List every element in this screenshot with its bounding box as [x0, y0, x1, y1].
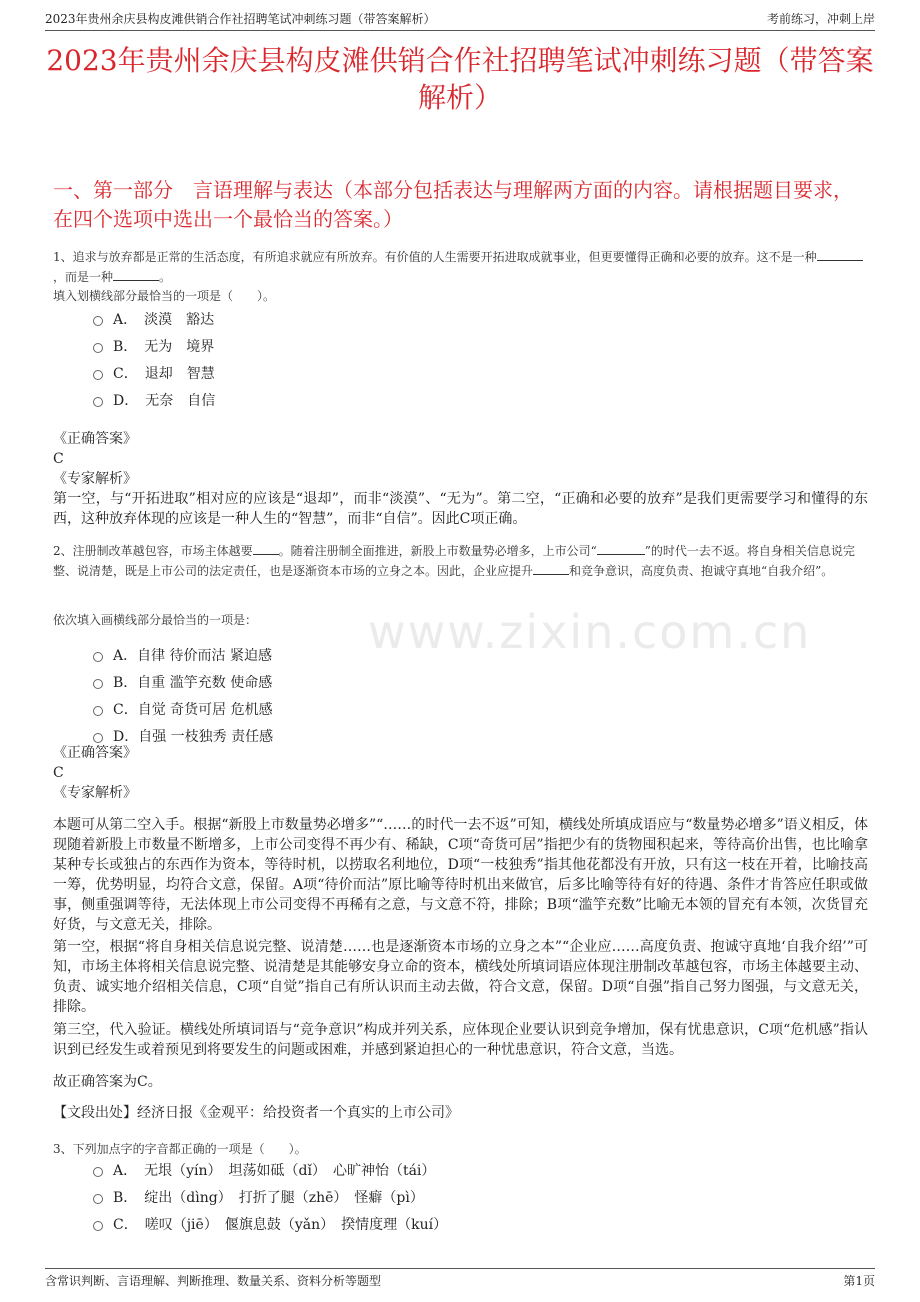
radio-icon[interactable] [93, 679, 103, 689]
question-1-options [93, 305, 215, 413]
radio-icon[interactable] [93, 652, 103, 662]
header-slogan: 考前练习，冲刺上岸 [766, 12, 875, 26]
answer-value: C [53, 451, 64, 467]
blank-line [253, 540, 279, 555]
question-2-stem: 2、注册制改革越包容，市场主体越要 。随着注册制全面推进，新股上市数量势必增多，上市公司“ ”的时代一去不返。将自身相关信息说完整、说清楚，既是上市公司的法定责任，也是逐渐资本市场的立身之本。因此，企业应提升 和竞争意识，高度负责、抱诚守真地“自我介绍”。 [53, 540, 868, 580]
option-b[interactable]: B． 无为 境界 [93, 332, 215, 359]
option-b[interactable]: B．自重 滥竽充数 使命感 [93, 668, 273, 695]
analysis-label: 《专家解析》 [53, 471, 137, 487]
option-d[interactable]: D． 无奈 自信 [93, 386, 215, 413]
option-c[interactable]: C． 退却 智慧 [93, 359, 215, 386]
analysis-text: 第一空，与“开拓进取”相对应的应该是“退却”，而非“淡漠”、“无为”。第二空，“正确和必要的放弃”是我们更需要学习和懂得的东西，这种放弃体现的应该是一种人生的“智慧”，而非“自信”。因此C项正确。 [53, 491, 868, 527]
option-c[interactable]: C．自觉 奇货可居 危机感 [93, 695, 273, 722]
page-number: 第1页 [843, 1274, 875, 1288]
blank-line [817, 246, 863, 261]
option-a[interactable]: A．自律 待价而沽 紧迫感 [93, 641, 273, 668]
radio-icon[interactable] [93, 706, 103, 716]
radio-icon[interactable] [93, 397, 103, 407]
radio-icon[interactable] [93, 1167, 103, 1177]
question-2-answer-block [53, 743, 868, 803]
answer-value: C [53, 765, 64, 781]
analysis-conclusion: 故正确答案为C。 [53, 1074, 162, 1090]
footer-description: 含常识判断、言语理解、判断推理、数量关系、资料分析等题型 [45, 1274, 382, 1288]
answer-label: 《正确答案》 [53, 431, 137, 447]
question-3-options [93, 1156, 447, 1237]
blank-line [597, 540, 645, 555]
radio-icon[interactable] [93, 316, 103, 326]
question-1-stem: 1、追求与放弃都是正常的生活态度，有所追求就应有所放弃。有价值的人生需要开拓进取成就事业，但更要懂得正确和必要的放弃。这不是一种，而是一种 。 [53, 246, 868, 286]
option-a[interactable]: A． 淡漠 豁达 [93, 305, 215, 332]
page-header [45, 10, 875, 31]
answer-label: 《正确答案》 [53, 745, 137, 761]
question-1-answer-block [53, 429, 868, 529]
header-title: 2023年贵州余庆县构皮滩供销合作社招聘笔试冲刺练习题（带答案解析） [45, 12, 436, 26]
option-a[interactable]: A． 无垠（yín） 坦荡如砥（dǐ） 心旷神怡（tái） [93, 1156, 447, 1183]
document-title: 2023年贵州余庆县构皮滩供销合作社招聘笔试冲刺练习题（带答案解析） [46, 44, 874, 114]
question-3-stem: 3、下列加点字的字音都正确的一项是（ ）。 [53, 1142, 307, 1156]
question-2-options [93, 641, 273, 749]
analysis-paragraph-1: 本题可从第二空入手。根据“新股上市数量势必增多”“……的时代一去不返”可知，横线处所填成语应与“数量势必增多”语义相反，体现随着新股上市数量不断增多，上市公司变得不再少有、稀缺，C项“奇货可居”指把少有的货物囤积起来，等待高价出售，也比喻拿某种专长或独占的东西作为资本，等待时机，以捞取名利地位，D项“一枝独秀”指其他花都没有开放，只有这一枝在开着，比喻技高一筹，优势明显，均符合文意，保留。A项“待价而沽”原比喻等待时机出来做官，后多比喻等待有好的待遇、条件才肯答应任职或做事，侧重强调等待，无法体现上市公司变得不再稀有之意，与文意不符，排除；B项“滥竽充数”比喻无本领的冒充有本领，次货冒充好货，与文意无关，排除。 [53, 817, 868, 933]
radio-icon[interactable] [93, 1221, 103, 1231]
radio-icon[interactable] [93, 343, 103, 353]
section-heading: 一、第一部分 言语理解与表达（本部分包括表达与理解两方面的内容。请根据题目要求，在四个选项中选出一个最恰当的答案。） [53, 178, 853, 231]
radio-icon[interactable] [93, 1194, 103, 1204]
option-b[interactable]: B． 绽出（dìng） 打折了腿（zhē） 怪癖（pì） [93, 1183, 447, 1210]
question-2-prompt: 依次填入画横线部分最恰当的一项是： [53, 613, 258, 627]
radio-icon[interactable] [93, 733, 103, 743]
blank-line [113, 266, 159, 281]
blank-line [533, 560, 569, 575]
analysis-paragraph-2: 第一空，根据“将自身相关信息说完整、说清楚……也是逐渐资本市场的立身之本”“企业应……高度负责、抱诚守真地‘自我介绍’”可知，市场主体将相关信息说完整、说清楚是其能够安身立命的资本，横线处所填词语应体现注册制改革越包容，市场主体越要主动、负责、诚实地介绍相关信息，C项“自觉”指自己有所认识而主动去做，符合文意，保留。D项“自强”指自己努力图强，与文意无关，排除。 [53, 939, 868, 1015]
option-c[interactable]: C． 嗟叹（jiē） 偃旗息鼓（yǎn） 揆情度理（kuí） [93, 1210, 447, 1237]
radio-icon[interactable] [93, 370, 103, 380]
source-citation: 【文段出处】经济日报《金观平：给投资者一个真实的上市公司》 [53, 1105, 459, 1121]
analysis-paragraph-3: 第三空，代入验证。横线处所填词语与“竞争意识”构成并列关系，应体现企业要认识到竞争增加，保有忧患意识，C项“危机感”指认识到已经发生或着预见到将要发生的问题或困难，并感到紧迫担心的一种忧患意识，符合文意，当选。 [53, 1022, 868, 1058]
analysis-label: 《专家解析》 [53, 785, 137, 801]
option-d[interactable]: D．自强 一枝独秀 责任感 [93, 722, 273, 749]
page-footer [45, 1268, 875, 1289]
question-1-prompt: 填入划横线部分最恰当的一项是（ ）。 [53, 289, 276, 303]
watermark: www.zixin.com.cn [368, 605, 812, 659]
